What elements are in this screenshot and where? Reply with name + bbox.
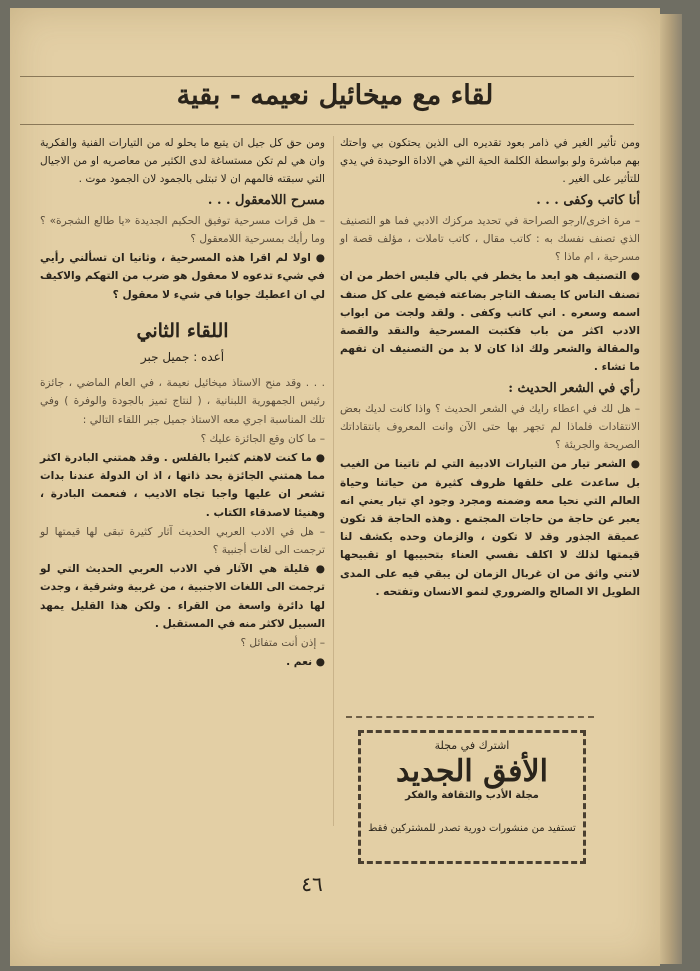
left-column xyxy=(40,134,325,672)
second-interview-heading: اللقاء الثاني xyxy=(136,319,229,342)
answer-classification: ● التصنيف هو ابعد ما يخطر في بالي فليس اخطر من ان تصنف الناس كا يصنف التاجر بضاعته فيضع على كل صنف اسمه وسعره . اني كاتب وكفى . ولقد ولجت من ابواب الادب اكثر من باب فكتبت المسرحية والنقد والقصة والمقالة والشعر ولك اذا كان لا بد من التصنيف ان تفهم ما تشاء . xyxy=(340,270,640,374)
ad-subscribe-text: اشترك في مجلة xyxy=(434,739,510,752)
subheading-modern-poetry: رأي في الشعر الحديث : xyxy=(508,380,640,396)
ad-separator xyxy=(346,716,594,718)
subheading-absurd-theatre: مسرح اللامعقول . . . xyxy=(207,192,325,208)
question-classification: – مرة اخرى/ارجو الصراحة في تحديد مركزك الادبي فما هو التصنيف الذي تصنف نفسك به : كاتب مقال ، كاتب تاملات ، مؤلف قصة او مسرحية ، ام ماذا ؟ xyxy=(340,214,640,264)
intro-paragraph: ومن تأثير الغير في ذامر بعود تقديره الى الذين يحتكون بي واحتك بهم مباشرة ولو بواسطة الكلمة الحية التي هي الاداة الوحيدة في يدي للتأثير على الغير . xyxy=(340,137,640,186)
page-title: لقاء مع ميخائيل نعيمه - بقية xyxy=(176,80,494,111)
answer-translation: ● قليلة هي الآثار في الادب العربي الحديث التي لو ترجمت الى اللغات الاجنبية ، من غربية وشرقية ، وجدت لها دائرة واسعة من القراء . ولكن هذا القليل يمهد السبيل لاكثر منه في المستقبل . xyxy=(40,563,325,630)
question-modern-poetry: – هل لك في اعطاء رايك في الشعر الحديث ؟ واذا كانت لديك بعض الانتقادات فلماذا لم تجهر بها حتى الآن وانت المعروف بانتقاداتك الصريحة والجريئة ؟ xyxy=(340,402,640,452)
ad-benefit-text: تستفيد من منشورات دورية تصدر للمشتركين فقط xyxy=(368,823,576,834)
subscription-advertisement xyxy=(358,730,586,864)
title-rule-bottom xyxy=(20,124,634,125)
question-award: – ما كان وقع الجائزة عليك ؟ xyxy=(200,432,325,445)
ad-magazine-name: الأفق الجديد xyxy=(396,754,548,789)
title-rule-top xyxy=(20,76,634,77)
answer-absurd-theatre: ● اولا لم اقرا هذه المسرحية ، وثانيا ان تسألني رأيي في شيء تدعوه لا معقول هو ضرب من التهكم والاكيف لي ان اعطيك جوابا في شيء لا معقول ؟ xyxy=(40,252,325,301)
ad-tagline: مجلة الأدب والثقافة والفكر xyxy=(405,790,539,801)
generations-paragraph: ومن حق كل جيل ان يتبع ما يحلو له من التيارات الفنية والفكرية وان هي لم تكن مستساغة لدى الكثير من معاصريه او من الاجيال التي سبقته فالمهم ان لا تبتلى بالجمود لان الجمود موت . xyxy=(40,137,325,186)
subheading-writer: أنا كاتب وكفى . . . xyxy=(536,192,640,208)
question-translation: – هل في الادب العربي الحديث آثار كثيرة تبقى لها قيمتها لو ترجمت الى لغات أجنبية ؟ xyxy=(40,525,325,557)
page-number: ٤٦ xyxy=(301,872,323,896)
answer-award: ● ما كنت لاهتم كثيرا بالقلس . وقد همتني البادرة اكثر مما همتني الجائزة بحد ذاتها ، اذ ان الدولة عندنا بدات تشعر ان عليها واجبا تجاه الاديب ، فنعمت البادرة ، وهنيئا لاصدقاء الكتاب . xyxy=(40,452,325,519)
right-column xyxy=(340,134,640,602)
byline: أعده : جميل جبر xyxy=(140,350,225,365)
column-divider xyxy=(333,136,334,826)
answer-optimism: ● نعم . xyxy=(286,656,325,669)
answer-modern-poetry: ● الشعر تيار من التيارات الادبية التي لم تاتينا من الغيب بل ساعدت على خلقها ظروف كثيرة من حياتنا وحياة العالم التي نحيا معه وضمنه ومجرد وجود اي تيار يعني انه يعبر عن حاجة من حاجات المجتمع . وهذه الحاجة قد تكون عميقة الجذور وقد لا تكون ، والزمان وحده يكشف لنا قيمتها لذلك لا اكلف نفسي العناء بتحبيبها او تقبيحها لانني واثق من ان غربال الزمان لن يبقي فيه على المدى الطويل الا الصالح والضروري لنمو الانسان وتفتحه . xyxy=(340,458,640,598)
page-edge xyxy=(660,14,682,964)
second-interview-intro: . . . وقد منح الاستاذ ميخائيل نعيمة ، في العام الماضي ، جائزة رئيس الجمهورية اللبنانية ، ( لنتاج تميز بالجودة والوفرة ) وفي تلك المناسبة اجري معه الاستاذ جميل جبر اللقاء التالي : xyxy=(40,377,325,426)
question-absurd-theatre: – هل قرات مسرحية توفيق الحكيم الجديدة «يا طالع الشجرة» ؟ وما رأيك بمسرحية اللامعقول ؟ xyxy=(40,214,325,246)
question-optimism: – إذن أنت متفائل ؟ xyxy=(240,637,325,650)
